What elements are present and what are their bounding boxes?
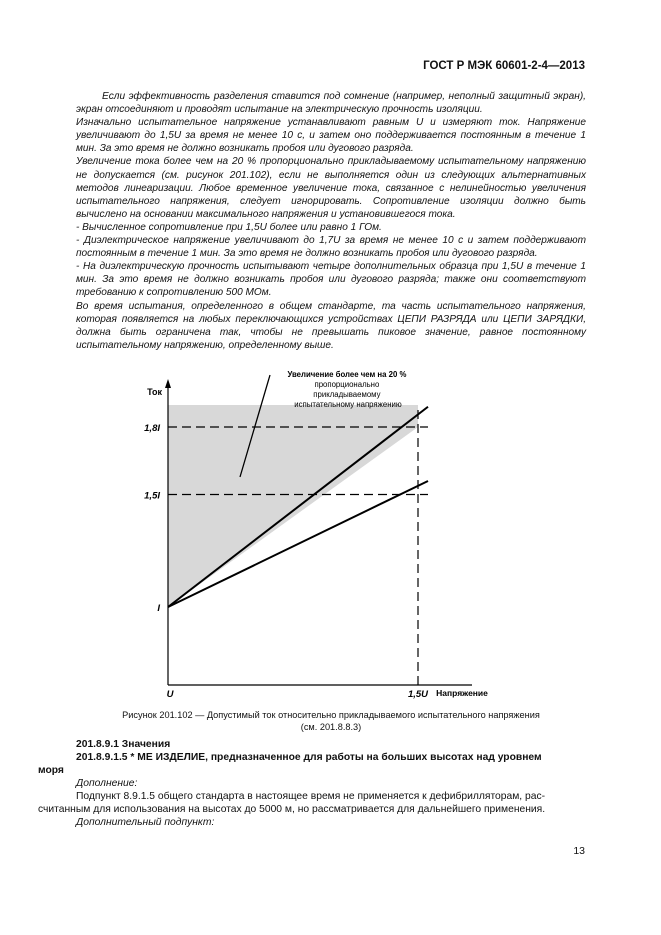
y-tick-label-I: I bbox=[157, 603, 160, 614]
paragraph-6: - На диэлектрическую прочность испытывают четыре дополнительных образца при 1,5U в течение 1 мин. За это время не должно возникать пробоя или дугового разряда; также они соответствуют требованию к сопротивлению 500 МОм. bbox=[76, 261, 586, 299]
figure-caption-line-1: Рисунок 201.102 — Допустимый ток относительно прикладываемого испытательного напряжения bbox=[122, 710, 540, 720]
x-tick-label-U: U bbox=[166, 689, 174, 700]
annotation-line-1: Увеличение более чем на 20 % bbox=[287, 370, 407, 379]
chart-svg bbox=[76, 365, 586, 705]
x-axis-label: Напряжение bbox=[436, 688, 488, 698]
annotation-line-3: прикладываемому bbox=[313, 390, 381, 399]
paragraph-2: Изначально испытательное напряжение устанавливают равным U и измеряют ток. Напряжение увеличивают до 1,5U за время не менее 10 с, и затем оно поддерживается постоянным в течение 1 мин. За это время не должно возникать пробоя или дугового разряда. bbox=[76, 117, 586, 155]
paragraph-5: - Диэлектрическое напряжение увеличивают до 1,7U за время не менее 10 с и затем поддерживают постоянным в течение 1 мин. За это время не должно возникать пробоя или дугового разряда. bbox=[76, 235, 586, 260]
paragraph-4: - Вычисленное сопротивление при 1,5U более или равно 1 ГОм. bbox=[76, 221, 382, 233]
annotation-text bbox=[287, 370, 408, 409]
y-axis-arrow bbox=[165, 379, 171, 388]
x-tick-label-1-5U: 1,5U bbox=[407, 689, 429, 700]
figure-caption-line-2: (см. 201.8.8.3) bbox=[300, 722, 362, 732]
figure-caption bbox=[76, 709, 586, 733]
page-number: 13 bbox=[573, 845, 585, 857]
addition-label: Дополнение: bbox=[76, 778, 138, 789]
body-text bbox=[76, 90, 586, 352]
section-201-8-9-1-title: 201.8.9.1 Значения bbox=[76, 739, 171, 750]
shaded-region bbox=[168, 405, 418, 607]
extra-subclause-label: Дополнительный подпункт: bbox=[76, 817, 215, 828]
section-201-8-9-1-5-title: 201.8.9.1.5 * МЕ ИЗДЕЛИЕ, предназначенное для работы на больших высотах над уровнем bbox=[76, 752, 542, 763]
chart-container bbox=[76, 365, 586, 705]
section-201-8-9-1-5-title-cont: моря bbox=[38, 765, 64, 776]
addition-text-line-1: Подпункт 8.9.1.5 общего стандарта в настоящее время не применяется к дефибрилляторам, рас- bbox=[76, 791, 546, 802]
annotation-line-4: испытательному напряжению bbox=[294, 400, 402, 409]
paragraph-7: Во время испытания, определенного в общем стандарте, та часть испытательного напряжения, которая появляется на любых переключающихся устройствах ЦЕПИ РАЗРЯДА или ЦЕПИ ЗАРЯДКИ, должна быть ограничена так, чтобы не превышать пиковое значение, равное постоянному испытательному напряжению, определенному выше. bbox=[76, 300, 586, 351]
y-axis-label: Ток bbox=[147, 387, 162, 397]
document-header: ГОСТ Р МЭК 60601-2-4—2013 bbox=[423, 60, 585, 72]
y-tick-label-1-8I: 1,8I bbox=[144, 423, 160, 434]
annotation-line-2: пропорционально bbox=[314, 380, 380, 389]
addition-text-line-2: считанным для использования на высотах до 5000 м, но рассматривается для дальнейшего применения. bbox=[38, 804, 546, 815]
y-tick-label-1-5I: 1,5I bbox=[144, 490, 160, 502]
paragraph-3: Увеличение тока более чем на 20 % пропорционально прикладываемому испытательному напряжению не допускается (см. рисунок 201.102), если не выполняется один из следующих альтернативных методов линеаризации. Любое временное увеличение тока, связанное с нелинейностью увеличения испытательного напряжения, следует игнорировать. Сопротивление изоляции должно быть вычислено на основании максимального напряжения и установившегося тока. bbox=[76, 156, 586, 220]
paragraph-1: Если эффективность разделения ставится под сомнение (например, неполный защитный экран), экран отсоединяют и проводят испытание на электрическую прочность изоляции. bbox=[76, 91, 586, 116]
